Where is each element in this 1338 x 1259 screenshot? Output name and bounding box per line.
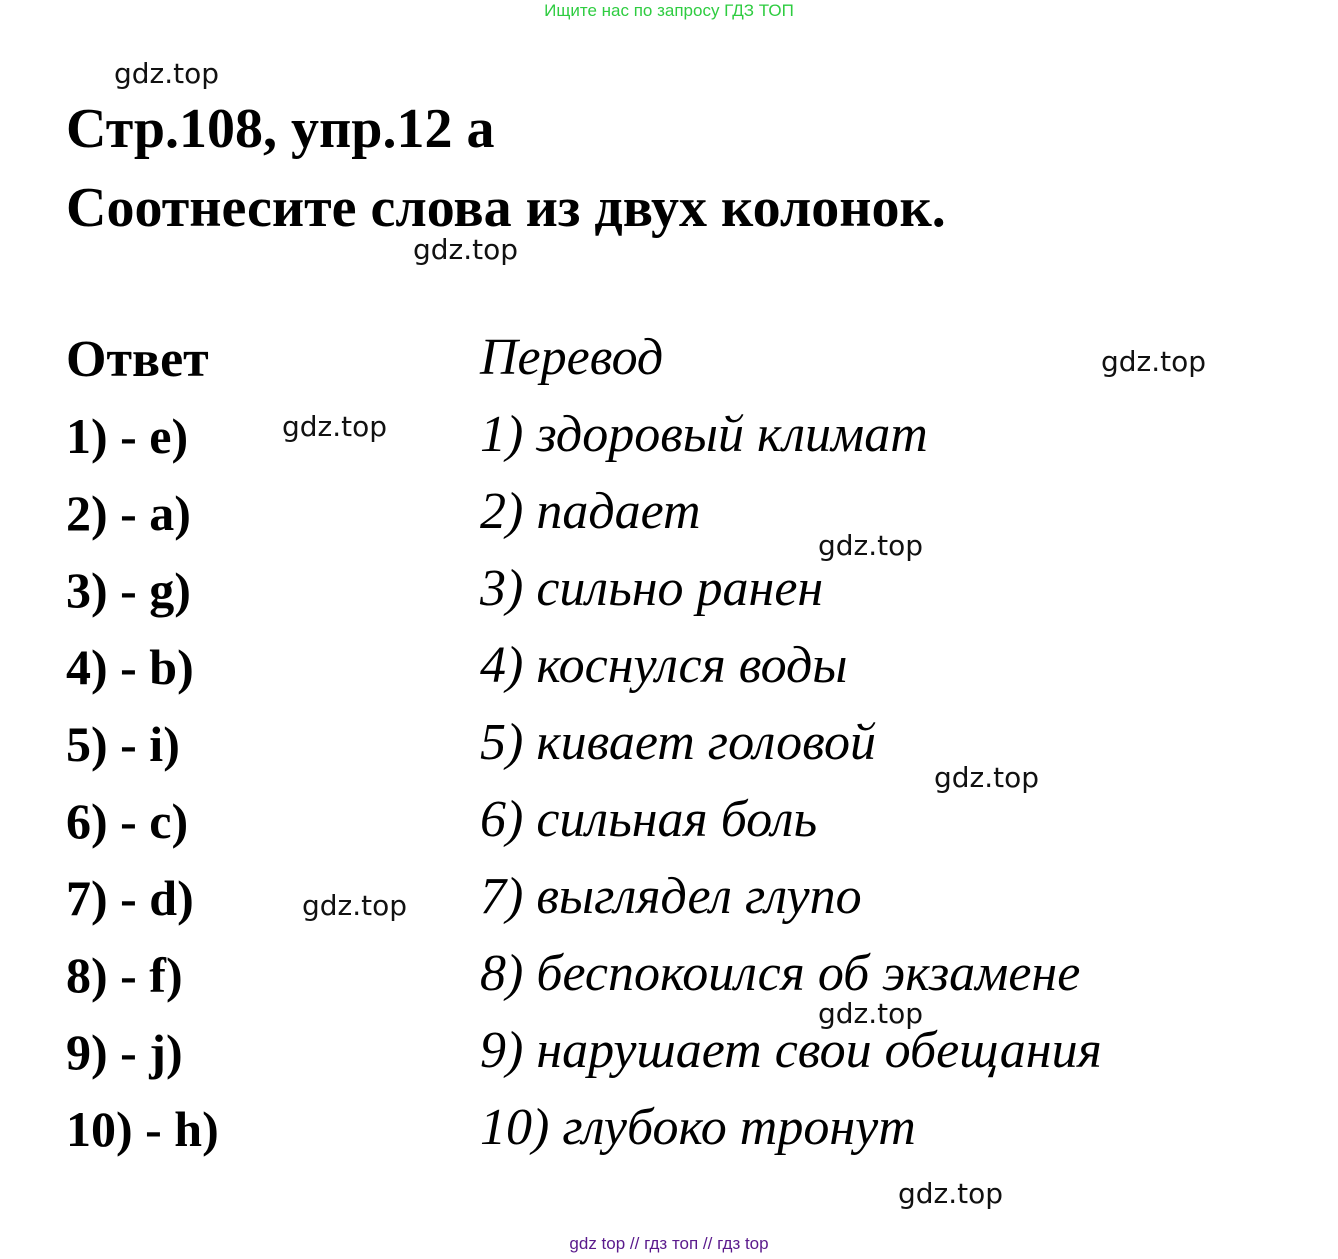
translation-item: 5) кивает головой xyxy=(480,714,876,771)
answer-item: 2) - a) xyxy=(66,485,191,541)
top-banner-link[interactable]: Ищите нас по запросу ГДЗ ТОП xyxy=(544,1,794,20)
watermark: gdz.top xyxy=(413,233,519,266)
answer-item: 7) - d) xyxy=(66,870,194,926)
translation-item: 1) здоровый климат xyxy=(480,406,928,463)
translation-item: 6) сильная боль xyxy=(480,791,818,848)
answer-item: 1) - e) xyxy=(66,408,189,464)
watermark: gdz.top xyxy=(934,761,1040,794)
answer-item: 10) - h) xyxy=(66,1101,219,1157)
watermark: gdz.top xyxy=(282,410,388,443)
answer-header: Ответ xyxy=(66,331,209,388)
page-title: Стр.108, упр.12 а xyxy=(66,98,495,160)
translation-item: 9) нарушает свои обещания xyxy=(480,1022,1102,1079)
translation-header: Перевод xyxy=(480,329,664,386)
answer-item: 5) - i) xyxy=(66,716,180,772)
answer-item: 4) - b) xyxy=(66,639,194,695)
watermark: gdz.top xyxy=(818,997,924,1030)
watermark: gdz.top xyxy=(1101,345,1207,378)
watermark: gdz.top xyxy=(898,1177,1004,1210)
watermark: gdz.top xyxy=(114,57,220,90)
translation-item: 3) сильно ранен xyxy=(480,560,824,617)
answer-item: 3) - g) xyxy=(66,562,191,618)
translation-item: 4) коснулся воды xyxy=(480,637,848,694)
watermark: gdz.top xyxy=(818,529,924,562)
translation-item: 7) выглядел глупо xyxy=(480,868,862,925)
task-text: Соотнесите слова из двух колонок. xyxy=(66,177,946,239)
answer-item: 6) - c) xyxy=(66,793,189,849)
watermark: gdz.top xyxy=(302,889,408,922)
translation-item: 8) беспокоился об экзамене xyxy=(480,945,1081,1002)
answer-item: 9) - j) xyxy=(66,1024,183,1080)
answer-item: 8) - f) xyxy=(66,947,183,1003)
translation-item: 2) падает xyxy=(480,483,701,540)
bottom-banner-link[interactable]: gdz top // гдз топ // гдз top xyxy=(569,1234,769,1253)
translation-item: 10) глубоко тронут xyxy=(480,1099,916,1156)
